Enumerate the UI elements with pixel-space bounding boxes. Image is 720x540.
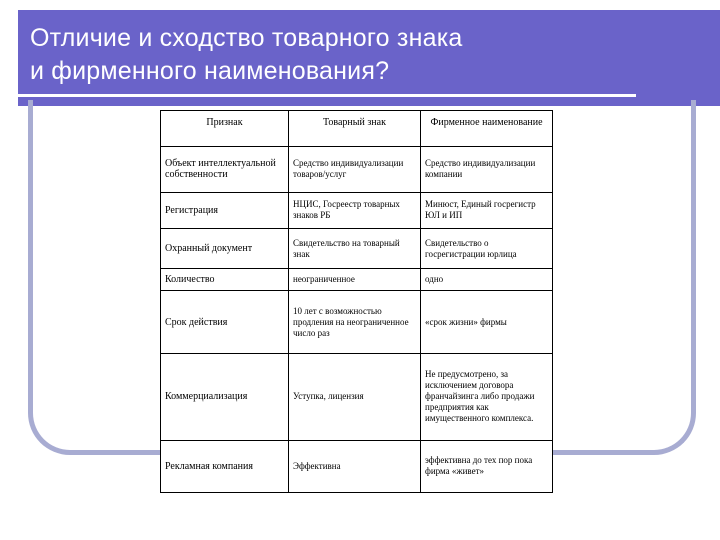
cell-feature: Срок действия [161, 291, 289, 353]
cell-trade-name: Свидетельство о госрегистрации юрлица [421, 228, 553, 268]
comparison-table [160, 110, 553, 493]
cell-feature: Рекламная компания [161, 440, 289, 492]
slide-title [30, 22, 650, 88]
table-row [161, 353, 553, 440]
cell-trademark: Уступка, лицензия [289, 353, 421, 440]
cell-trademark: НЦИС, Госреестр товарных знаков РБ [289, 192, 421, 228]
table-row [161, 192, 553, 228]
table-header-row [161, 111, 553, 147]
table-row [161, 440, 553, 492]
cell-feature: Количество [161, 269, 289, 291]
cell-trademark: 10 лет с возможностью продления на неограниченное число раз [289, 291, 421, 353]
cell-trademark: неограниченное [289, 269, 421, 291]
table-row [161, 269, 553, 291]
table-row [161, 147, 553, 192]
header-trademark: Товарный знак [289, 111, 421, 147]
cell-feature: Регистрация [161, 192, 289, 228]
slide-title-line-1: Отличие и сходство товарного знака [30, 24, 463, 52]
cell-feature: Охранный документ [161, 228, 289, 268]
cell-trade-name: Средство индивидуализации компании [421, 147, 553, 192]
cell-trade-name: «срок жизни» фирмы [421, 291, 553, 353]
cell-feature: Объект интеллектуальной собственности [161, 147, 289, 192]
header-feature: Признак [161, 111, 289, 147]
cell-trade-name: одно [421, 269, 553, 291]
cell-trade-name: Минюст, Единый госрегистр ЮЛ и ИП [421, 192, 553, 228]
title-underline [18, 94, 636, 97]
header-trade-name: Фирменное наименование [421, 111, 553, 147]
slide-title-line-2: и фирменного наименования? [30, 57, 390, 85]
table-row [161, 291, 553, 353]
cell-trademark: Свидетельство на товарный знак [289, 228, 421, 268]
cell-trademark: Средство индивидуализации товаров/услуг [289, 147, 421, 192]
cell-trademark: Эффективна [289, 440, 421, 492]
cell-trade-name: эффективна до тех пор пока фирма «живет» [421, 440, 553, 492]
comparison-table-wrapper [160, 110, 552, 493]
cell-trade-name: Не предусмотрено, за исключением договора франчайзинга либо продажи предприятия как имущественного комплекса. [421, 353, 553, 440]
table-row [161, 228, 553, 268]
cell-feature: Коммерциализация [161, 353, 289, 440]
